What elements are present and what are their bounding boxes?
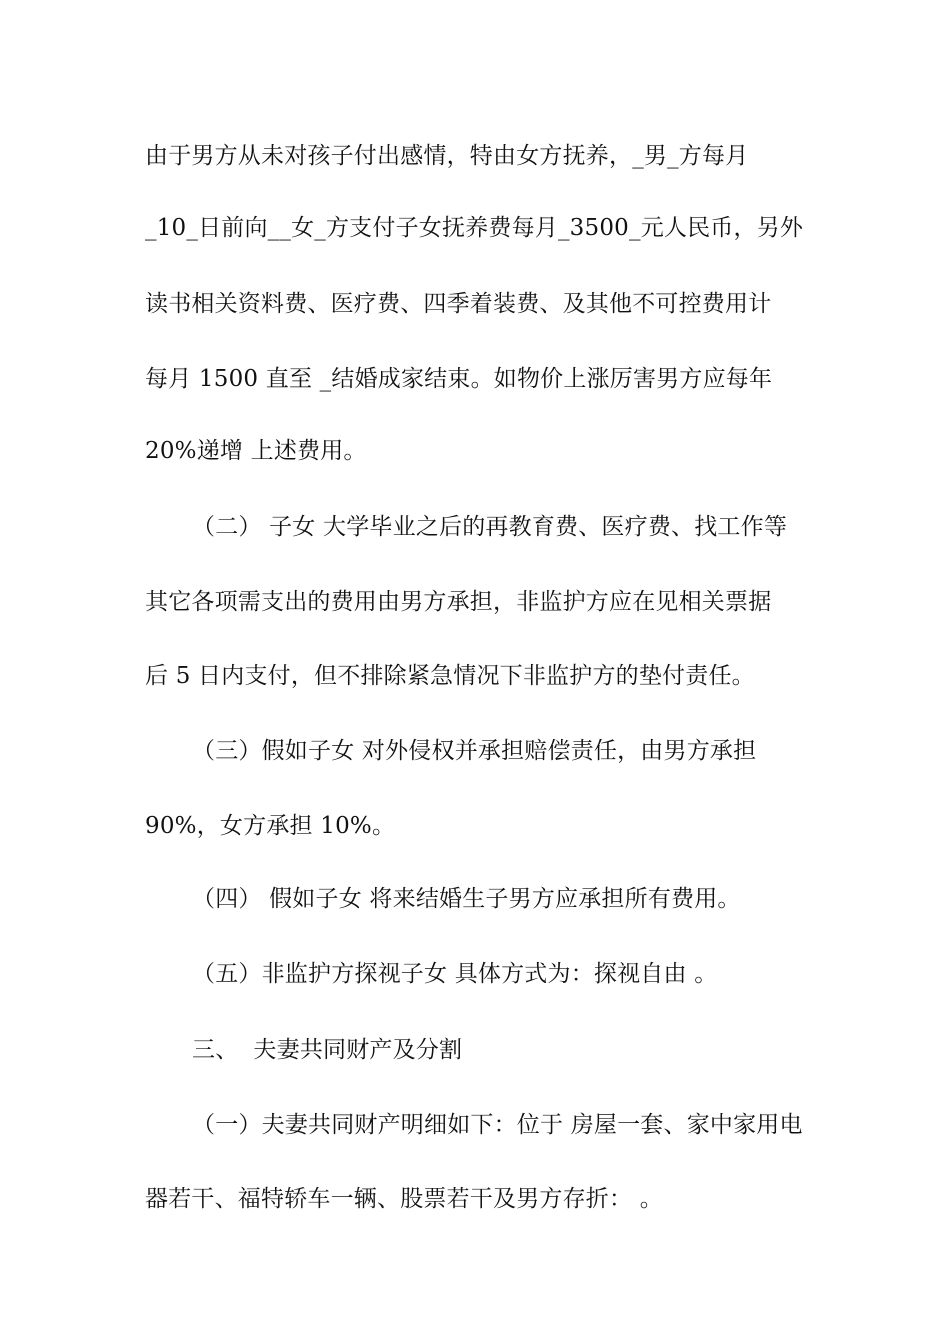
property-clause-line: （一）夫妻共同财产明细如下：位于 房屋一套、家中家用电 [192,1112,803,1138]
clause-two-line: （二） 子女 大学毕业之后的再教育费、医疗费、找工作等 [192,514,788,540]
paragraph-line: 器若干、福特轿车一辆、股票若干及男方存折： 。 [145,1186,663,1212]
section-heading: 三、 夫妻共同财产及分割 [192,1037,463,1063]
clause-five-line: （五）非监护方探视子女 具体方式为：探视自由 。 [192,961,718,987]
paragraph-line: 90%，女方承担 10%。 [145,813,396,839]
paragraph-line: 读书相关资料费、医疗费、四季着装费、及其他不可控费用计 [145,291,772,317]
paragraph-line: 每月 1500 直至 _结婚成家结束。如物价上涨厉害男方应每年 [145,366,773,392]
paragraph-line: 后 5 日内支付，但不排除紧急情况下非监护方的垫付责任。 [145,663,755,689]
clause-three-line: （三）假如子女 对外侵权并承担赔偿责任，由男方承担 [192,738,757,764]
clause-four-line: （四） 假如子女 将来结婚生子男方应承担所有费用。 [192,886,741,912]
paragraph-line: 20%递增 上述费用。 [145,438,367,464]
paragraph-line: _10_日前向__女_方支付子女抚养费每月_3500_元人民币，另外 [145,215,804,241]
paragraph-line: 由于男方从未对孩子付出感情，特由女方抚养，_男_方每月 [145,143,749,169]
paragraph-line: 其它各项需支出的费用由男方承担，非监护方应在见相关票据 [145,589,772,615]
